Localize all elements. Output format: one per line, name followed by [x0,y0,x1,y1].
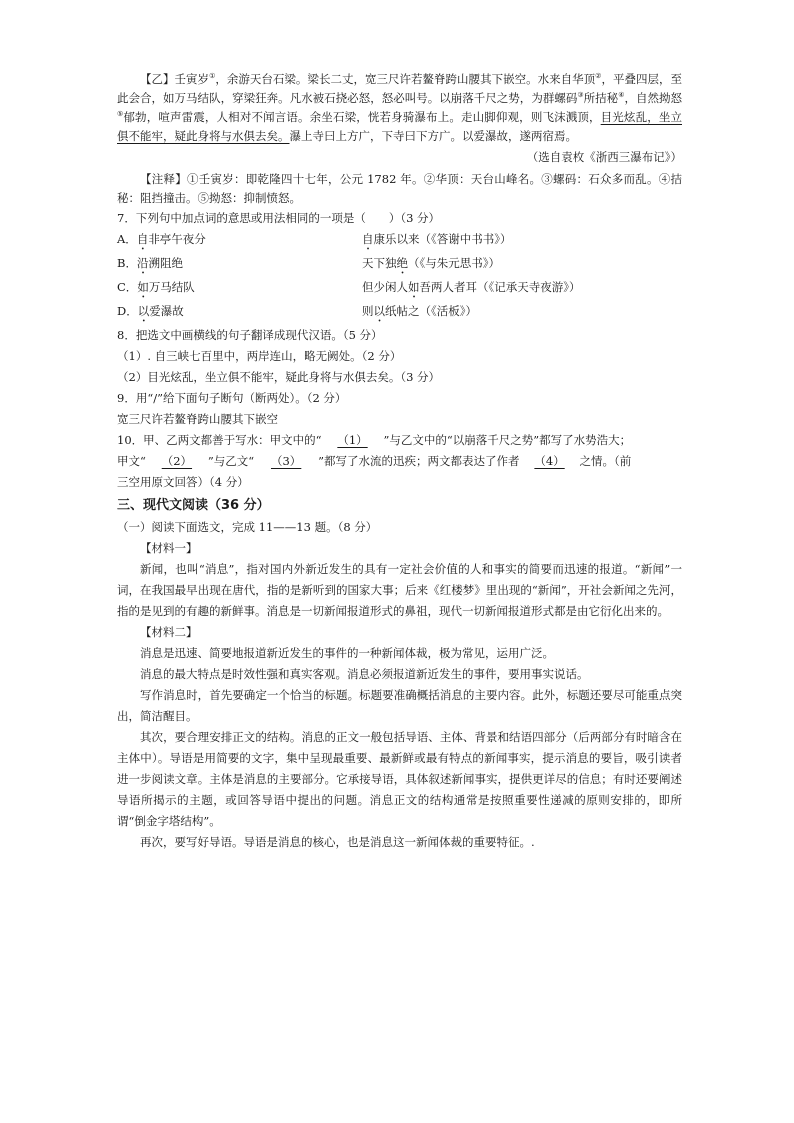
option-text: 但少闲人 [362,280,408,294]
option-text: 天下独 [362,256,397,270]
dotted-word: 以 [137,304,150,318]
option-letter: B． [117,256,137,270]
question-8-item-2: （2）目光炫乱，坐立俱不能牢，疑此身将与水俱去矣。（3 分） [117,370,441,384]
dotted-word: 如 [137,280,149,294]
option-text: （《与朱元思书》） [408,256,500,270]
dotted-word: 自 [362,232,374,246]
option-text: 则 [362,304,374,318]
note-ref: ④ [618,91,625,100]
question-9-sentence: 宽三尺许若鳌脊跨山腰其下嵌空 [117,412,278,426]
option-right [362,277,581,301]
question-7-options [117,229,682,325]
material-2-para-3: 写作消息时，首先要确定一个恰当的标题。标题要准确概括消息的主要内容。此外，标题还要尽可能重点突出，简洁醒目。 [117,688,682,723]
dotted-word: 如 [408,280,420,294]
passage-tag: 【乙】 [140,72,175,86]
question-7-option[interactable] [117,301,682,325]
dotted-word: 绝 [396,256,408,270]
question-7-option[interactable] [117,253,682,277]
option-left [117,277,362,301]
option-right [362,229,512,253]
answer-blank-3[interactable]: （3） [270,454,302,468]
option-left [117,253,362,277]
option-left [117,301,362,325]
option-text: 爱瀑故 [149,304,184,318]
section-3-intro: （一）阅读下面选文，完成 11——13 题。（8 分） [117,520,378,534]
material-2-para-4: 其次，要合理安排正文的结构。消息的正文一般包括导语、主体、背景和结语四部分（后两部分有时暗含在主体中）。导语是用简要的文字，集中呈现最重要、最新鲜或最有特点的新闻事实，提示消息的要旨，吸引读者进一步阅读文章。主体是消息的主要部分。它承接导语，具体叙述新闻事实，提供更详尽的信息；有时还要阐述导语所揭示的主题，或回答导语中提出的问题。消息正文的结构通常是按照重要性递减的原则安排的，即所谓“倒金字塔结构”。 [117,730,682,828]
material-1-label: 【材料一】 [140,541,198,555]
material-2-label: 【材料二】 [140,625,198,639]
option-right [362,253,500,277]
dotted-word: 自 [136,232,149,246]
answer-blank-2[interactable]: （2） [161,454,193,468]
option-text: 万马结队 [148,280,195,294]
material-2-para-2: 消息的最大特点是时效性强和真实客观。消息必须报道新近发生的事件，要用事实说话。 [140,667,589,681]
material-1-text: 新闻，也叫“消息”，指对国内外新近发生的具有一定社会价值的人和事实的简要而迅速的报道。“新闻”一词，在我国最早出现在唐代，指的是新听到的国家大事；后来《红楼梦》里出现的“新闻”，开社会新闻之先河，指的是见到的有趣的新鲜事。消息是一切新闻报道形式的鼻祖，现代一切新闻报道形式都是由它衍化出来的。 [117,562,682,618]
note-ref: ③ [577,91,584,100]
section-3-title: 三、现代文阅读（36 分） [117,498,270,513]
dotted-word: 沿 [136,256,149,270]
question-9-stem: 9．用“/”给下面句子断句（断两处）。（2 分） [117,391,347,405]
option-text: 康乐以来（《答谢中书书》） [373,232,512,246]
passage-yi: 【乙】壬寅岁①，余游天台石梁。梁长二丈，宽三尺许若鳌脊跨山腰其下嵌空。水来自华顶②，平叠四层，至此会合，如万马结队，穿梁狂奔。凡水被石挠必怒，怒必叫号。以崩落千尺之势，为群螺码③所拮秘④，自然拗怒⑤郁勃，喧声雷震，人相对不闻言语。余坐石梁，恍若身骑瀑布上。走山脚仰观，则飞沫溅顶，目光炫乱，坐立俱不能牢，疑此身将与水俱去矣。瀑上寺曰上方广，下寺曰下方广。以爱瀑故，遂两宿焉。 [117,72,683,143]
note-ref: ⑤ [117,110,124,119]
question-7-stem: 7．下列句中加点词的意思或用法相同的一项是（ ）（3 分） [117,211,441,225]
annotation-notes: 【注释】①壬寅岁：即乾隆四十七年，公元 1782 年。②华顶：天台山峰名。③螺码：石众多而乱。④拮秘：阻挡撞击。⑤拗怒：抑制愤怒。 [117,172,682,205]
option-text: 非亭午夜分 [148,232,206,246]
option-letter: D． [117,304,138,318]
option-text: 溯阻绝 [148,256,183,270]
option-text: 纸帖之（《活板》） [385,304,477,318]
question-8-stem: 8．把选文中画横线的句子翻译成现代汉语。（5 分） [117,328,383,342]
option-letter: A． [117,232,137,246]
material-2-para-5: 再次，要写好导语。导语是消息的核心，也是消息这一新闻体裁的重要特征。. [140,835,535,849]
underlined-sentence: 目光炫乱，坐立俱不能牢，疑此身将与水俱去矣。 [117,110,682,143]
question-10: 10．甲、乙两文都善于写水：甲文中的“ （1） ”与乙文中的“以崩落千尺之势”都写了水势浩大； 甲文“ （2） ”与乙文“ （3） ”都写了水流的迅疾；两文都表达了作者 （4） 之情。（前 三空用原文回答）（4 分） [117,430,682,493]
passage-source: （选自袁枚《浙西三瀑布记》） [526,150,682,164]
answer-blank-1[interactable]: （1） [337,433,368,447]
exam-page [117,70,682,853]
question-7-option[interactable] [117,277,682,301]
option-left [117,229,362,253]
note-ref: ① [209,72,216,81]
option-text: 吾两人者耳（《记承天寺夜游》） [419,280,581,294]
answer-blank-4[interactable]: （4） [534,454,565,468]
option-letter: C． [117,280,138,294]
dotted-word: 以 [373,304,385,318]
material-2-para-1: 消息是迅速、简要地报道新近发生的事件的一种新闻体裁，极为常见，运用广泛。 [140,646,554,660]
option-right [362,301,477,325]
question-7-option[interactable] [117,229,682,253]
note-ref: ② [595,72,602,81]
question-8-item-1: （1）. 自三峡七百里中，两岸连山，略无阙处。（2 分） [117,349,402,363]
